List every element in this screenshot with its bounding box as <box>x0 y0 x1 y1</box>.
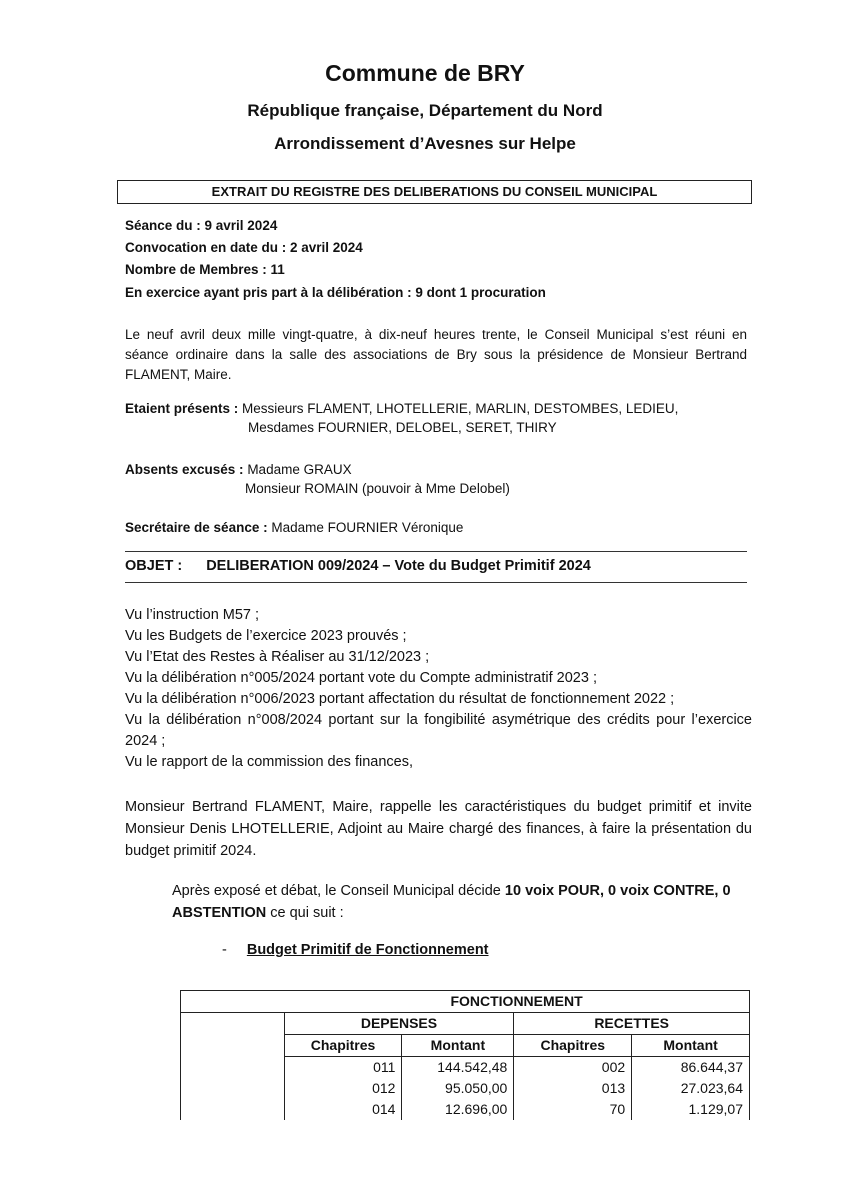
presents-label: Etaient présents : <box>125 401 239 416</box>
table-blank-cell <box>181 1013 285 1035</box>
bullet-title: Budget Primitif de Fonctionnement <box>246 942 489 958</box>
vu-item: Vu les Budgets de l’exercice 2023 prouvés ; <box>125 628 407 644</box>
decision-suffix: ce qui suit : <box>266 905 344 921</box>
convocation-date: Convocation en date du : 2 avril 2024 <box>125 240 363 255</box>
budget-bullet <box>222 942 489 958</box>
table-depenses-header: DEPENSES <box>284 1013 514 1035</box>
vu-item: Vu l’Etat des Restes à Réaliser au 31/12/2023 ; <box>125 649 430 665</box>
rappel-paragraph: Monsieur Bertrand FLAMENT, Maire, rappelle les caractéristiques du budget primitif et invite Monsieur Denis LHOTELLERIE, Adjoint au Maire chargé des finances, à faire la présentation du budget primitif 2024. <box>125 799 752 859</box>
membres-exercice: En exercice ayant pris part à la délibération : 9 dont 1 procuration <box>125 285 546 300</box>
table-row <box>181 1078 750 1099</box>
decision-prefix: Après exposé et débat, le Conseil Municipal décide <box>172 883 505 899</box>
absents-label: Absents excusés : <box>125 462 244 477</box>
table-row <box>181 1099 750 1120</box>
table-title: FONCTIONNEMENT <box>284 991 749 1013</box>
vu-item: Vu le rapport de la commission des finances, <box>125 754 413 770</box>
table-blank-cell <box>181 1099 285 1120</box>
table-row <box>181 1057 750 1079</box>
presents-line2: Mesdames FOURNIER, DELOBEL, SERET, THIRY <box>248 420 557 435</box>
fonctionnement-table <box>180 990 750 1120</box>
dep-chapitre: 012 <box>284 1078 402 1099</box>
objet-label: OBJET : <box>125 558 183 574</box>
rec-chapitre: 002 <box>514 1057 632 1079</box>
subtitle-republique: République française, Département du Nord <box>247 101 603 120</box>
vu-item: Vu la délibération n°008/2024 portant sur la fongibilité asymétrique des crédits pour l’exercice 2024 ; <box>125 712 752 749</box>
col-chapitres-rec: Chapitres <box>514 1035 632 1057</box>
col-montant-dep: Montant <box>402 1035 514 1057</box>
col-montant-rec: Montant <box>632 1035 750 1057</box>
register-title-box: EXTRAIT DU REGISTRE DES DELIBERATIONS DU CONSEIL MUNICIPAL <box>117 180 752 204</box>
dep-chapitre: 014 <box>284 1099 402 1120</box>
rec-montant: 27.023,64 <box>632 1078 750 1099</box>
vu-item: Vu la délibération n°005/2024 portant vote du Compte administratif 2023 ; <box>125 670 597 686</box>
page-title: Commune de BRY <box>325 60 525 86</box>
vu-list <box>125 605 752 773</box>
objet-line <box>125 558 591 574</box>
dep-montant: 12.696,00 <box>402 1099 514 1120</box>
divider-bottom <box>125 582 747 583</box>
absents-block <box>125 460 747 480</box>
vu-item: Vu l’instruction M57 ; <box>125 607 260 623</box>
rec-chapitre: 70 <box>514 1099 632 1120</box>
subtitle-arrondissement: Arrondissement d’Avesnes sur Helpe <box>274 134 576 153</box>
decision-vote: 10 voix POUR, 0 voix CONTRE, 0 ABSTENTION <box>172 883 731 921</box>
dep-montant: 144.542,48 <box>402 1057 514 1079</box>
intro-paragraph: Le neuf avril deux mille vingt-quatre, à dix-neuf heures trente, le Conseil Municipal s’est réuni en séance ordinaire dans la salle des associations de Bry sous la présidence de Monsieur Bertrand FLAMENT, Maire. <box>125 327 747 382</box>
vu-item: Vu la délibération n°006/2023 portant affectation du résultat de fonctionnement 2022 ; <box>125 691 675 707</box>
nombre-membres: Nombre de Membres : 11 <box>125 262 285 277</box>
absents-line2: Monsieur ROMAIN (pouvoir à Mme Delobel) <box>245 481 510 496</box>
rec-montant: 86.644,37 <box>632 1057 750 1079</box>
secretaire-value: Madame FOURNIER Véronique <box>267 520 464 535</box>
decision-paragraph <box>172 880 752 924</box>
absents-line1: Madame GRAUX <box>243 462 352 477</box>
presents-line1: Messieurs FLAMENT, LHOTELLERIE, MARLIN, DESTOMBES, LEDIEU, <box>238 401 679 416</box>
rec-chapitre: 013 <box>514 1078 632 1099</box>
col-chapitres-dep: Chapitres <box>284 1035 402 1057</box>
objet-value: DELIBERATION 009/2024 – Vote du Budget Primitif 2024 <box>206 558 591 574</box>
rec-montant: 1.129,07 <box>632 1099 750 1120</box>
presents-block <box>125 399 747 419</box>
table-recettes-header: RECETTES <box>514 1013 750 1035</box>
secretaire-block <box>125 518 747 538</box>
dep-chapitre: 011 <box>284 1057 402 1079</box>
divider-top <box>125 551 747 552</box>
bullet-dash: - <box>222 942 227 958</box>
dep-montant: 95.050,00 <box>402 1078 514 1099</box>
table-blank-cell <box>181 1057 285 1079</box>
table-blank-cell <box>181 1035 285 1057</box>
table-blank-cell <box>181 991 285 1013</box>
seance-date: Séance du : 9 avril 2024 <box>125 218 278 233</box>
table-blank-cell <box>181 1078 285 1099</box>
secretaire-label: Secrétaire de séance : <box>125 520 268 535</box>
